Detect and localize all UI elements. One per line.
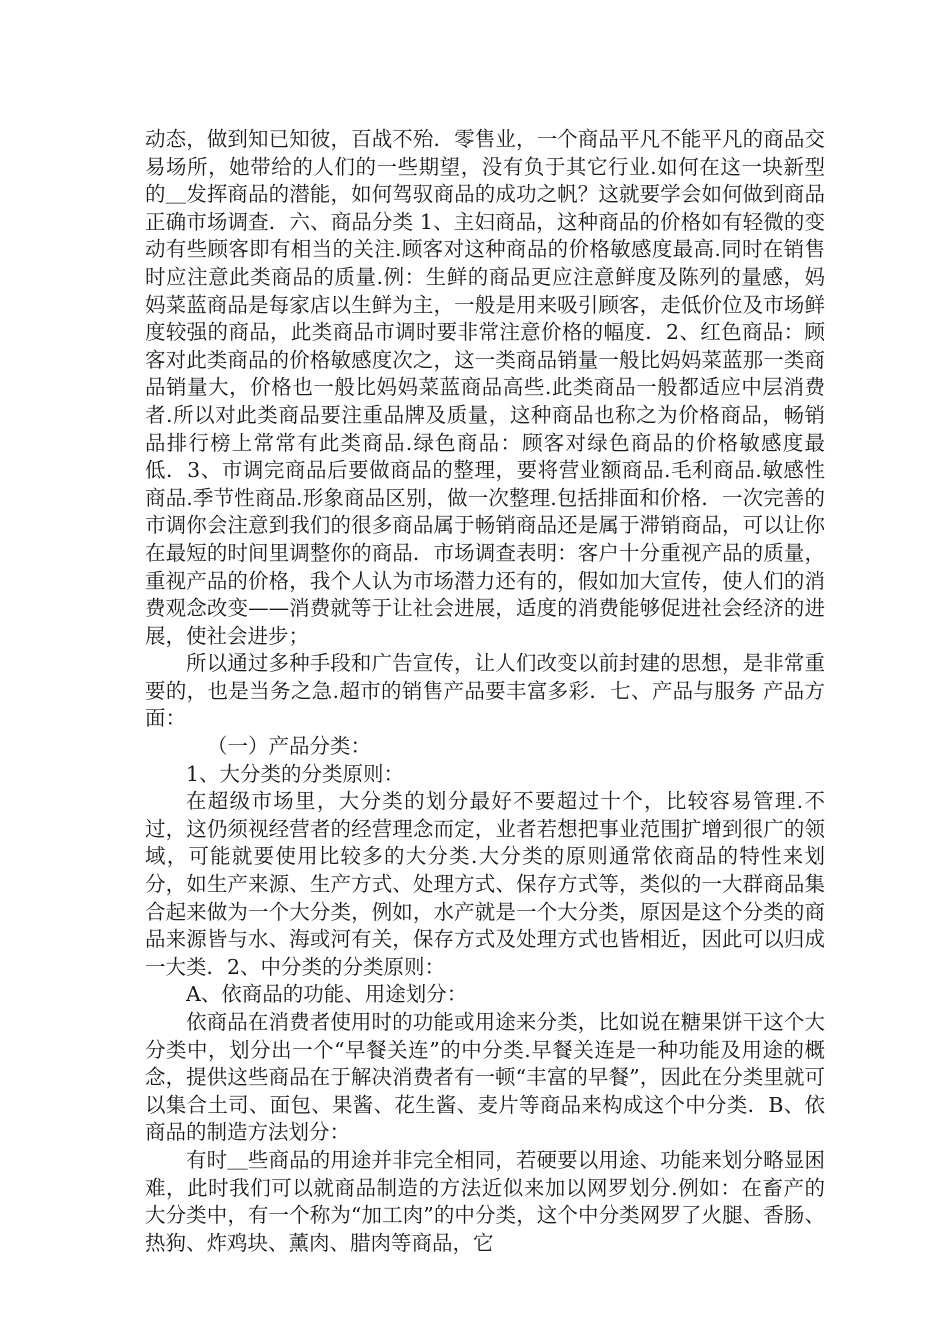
document-page: [145, 126, 825, 1257]
subheading-major-category-principle: 1、大分类的分类原则：: [186, 761, 405, 786]
section-heading-product-classification: （一）产品分类：: [207, 734, 371, 759]
paragraph-manufacturing-method: 有时＿些商品的用途并非完全相同，若硬要以用途、功能来划分略显困难，此时我们可以就商品制造的方法近似来加以网罗划分.例如：在畜产的大分类中，有一个称为“加工肉”的中分类，这个中分类网罗了火腿、香肠、热狗、炸鸡块、薰肉、腊肉等商品，它: [145, 1147, 825, 1255]
paragraph-market-research: 动态，做到知已知彼，百战不殆．零售业，一个商品平凡不能平凡的商品交易场所，她带给的人们的一些期望，没有负于其它行业.如何在这一块新型的＿发挥商品的潜能，如何驾驭商品的成功之帆？这就要学会如何做到商品正确市场调查．六、商品分类 1、主妇商品，这种商品的价格如有轻微的变动有些顾客即有相当的关注.顾客对这种商品的价格敏感度最高.同时在销售时应注意此类商品的质量.例：生鲜的商品更应注意鲜度及陈列的量感，妈妈菜蓝商品是每家店以生鲜为主，一般是用来吸引顾客，走低价位及市场鲜度较强的商品，此类商品市调时要非常注意价格的幅度．2、红色商品：顾客对此类商品的价格敏感度次之，这一类商品销量一般比妈妈菜蓝那一类商品销量大，价格也一般比妈妈菜蓝商品高些.此类商品一般都适应中层消费者.所以对此类商品要注重品牌及质量，这种商品也称之为价格商品，畅销品排行榜上常常有此类商品.绿色商品：顾客对绿色商品的价格敏感度最低．3、市调完商品后要做商品的整理，要将营业额商品.毛利商品.敏感性商品.季节性商品.形象商品区别，做一次整理.包括排面和价格．一次完善的市调你会注意到我们的很多商品属于畅销商品还是属于滞销商品，可以让你在最短的时间里调整你的商品．市场调查表明：客户十分重视产品的质量，重视产品的价格，我个人认为市场潜力还有的，假如加大宣传，使人们的消费观念改变——消费就等于让社会进展，适度的消费能够促进社会经济的进展，使社会进步；: [145, 127, 825, 648]
paragraph-advertising: 所以通过多种手段和广告宣传，让人们改变以前封建的思想，是非常重要的，也是当务之急.超市的销售产品要丰富多彩．七、产品与服务 产品方面：: [145, 651, 825, 731]
paragraph-major-category: 在超级市场里，大分类的划分最好不要超过十个，比较容易管理.不过，这仍须视经营者的经营理念而定，业者若想把事业范围扩增到很广的领域，可能就要使用比较多的大分类.大分类的原则通常依商品的特性来划分，如生产来源、生产方式、处理方式、保存方式等，类似的一大群商品集合起来做为一个大分类，例如，水产就是一个大分类，原因是这个分类的商品来源皆与水、海或河有关，保存方式及处理方式也皆相近，因此可以归成一大类．2、中分类的分类原则：: [145, 789, 825, 979]
subheading-function-usage: A、依商品的功能、用途划分：: [186, 982, 468, 1007]
paragraph-function-usage: 依商品在消费者使用时的功能或用途来分类，比如说在糖果饼干这个大分类中，划分出一个“早餐关连”的中分类.早餐关连是一种功能及用途的概念，提供这些商品在于解决消费者有一顿“丰富的早餐”，因此在分类里就可以集合土司、面包、果酱、花生酱、麦片等商品来构成这个中分类．B、依商品的制造方法划分：: [145, 1010, 825, 1145]
